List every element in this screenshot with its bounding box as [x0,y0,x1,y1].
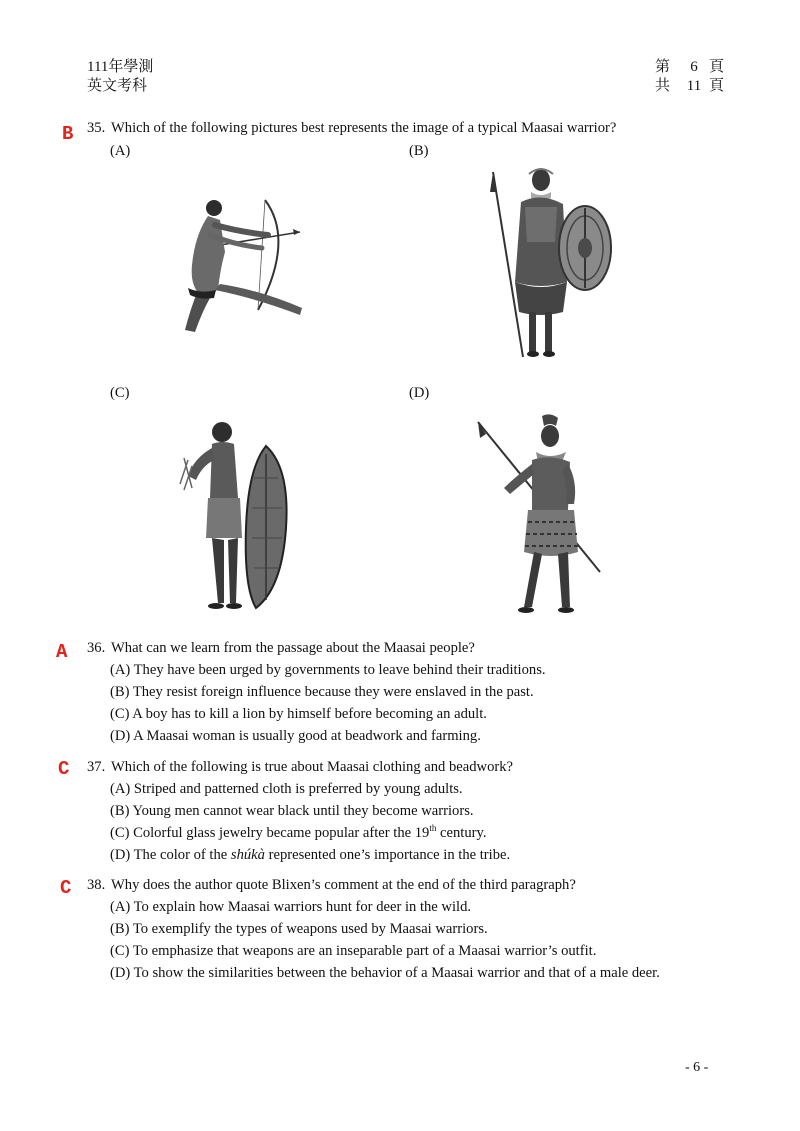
option-37-c-superscript: th [429,823,437,834]
picture-c-shield-warrior [178,418,298,616]
option-37-c-tail: century. [436,825,487,841]
question-number: 37. [87,759,106,775]
option-36-c: (C) A boy has to kill a lion by himself before becoming an adult. [110,706,487,722]
page-footer-number: - 6 - [685,1060,709,1075]
question-text: What can we learn from the passage about the Maasai people? [111,640,475,656]
total-pages: 11 [686,78,702,94]
total-label-pre: 共 [655,78,671,94]
exam-header-left [87,58,153,96]
question-text: Which of the following is true about Maasai clothing and beadwork? [111,759,514,775]
picture-label-b: (B) [409,143,429,159]
option-37-c-text: (C) Colorful glass jewelry became popular after the 19 [110,825,430,841]
picture-d-spear-warrior [470,412,610,617]
question-number: 36. [87,640,106,656]
answer-mark-38: C [60,877,72,899]
answer-mark-36: A [56,641,68,663]
question-text: Why does the author quote Blixen’s comment at the end of the third paragraph? [111,877,576,893]
exam-year: 111年學測 [87,59,154,75]
subject-name: 英文考科 [87,78,148,94]
option-37-d-tail: represented one’s importance in the tribe. [264,847,511,863]
option-37-d [110,846,510,864]
question-37 [87,758,513,776]
option-38-b: (B) To exemplify the types of weapons used by Maasai warriors. [110,921,488,937]
picture-label-c: (C) [110,385,130,401]
picture-label-a: (A) [110,143,131,159]
page-label-post: 頁 [709,59,725,75]
question-number: 35. [87,120,106,136]
option-38-a: (A) To explain how Maasai warriors hunt for deer in the wild. [110,899,472,915]
picture-a-archer [170,190,330,340]
answer-mark-37: C [58,758,70,780]
question-36 [87,639,475,657]
question-38 [87,876,576,894]
option-38-d: (D) To show the similarities between the behavior of a Maasai warrior and that of a male deer. [110,965,660,981]
option-36-b: (B) They resist foreign influence because they were enslaved in the past. [110,684,534,700]
option-36-d: (D) A Maasai woman is usually good at beadwork and farming. [110,728,481,744]
option-37-d-text: (D) The color of the [110,847,231,863]
option-37-b: (B) Young men cannot wear black until they become warriors. [110,803,474,819]
option-37-c [110,824,486,842]
picture-b-maasai-warrior [485,162,615,367]
option-37-a: (A) Striped and patterned cloth is preferred by young adults. [110,781,463,797]
option-36-a: (A) They have been urged by governments to leave behind their traditions. [110,662,546,678]
exam-header-right [655,58,724,96]
page-number: 6 [690,59,698,75]
picture-label-d: (D) [409,385,430,401]
question-35 [87,119,616,137]
question-text: Which of the following pictures best represents the image of a typical Maasai warrior? [111,120,617,136]
page-label-pre: 第 [655,59,671,75]
total-label-post: 頁 [709,78,725,94]
answer-mark-35: B [62,123,74,145]
option-37-d-italic: shúkà [230,847,265,863]
option-38-c: (C) To emphasize that weapons are an inseparable part of a Maasai warrior’s outfit. [110,943,597,959]
question-number: 38. [87,877,106,893]
